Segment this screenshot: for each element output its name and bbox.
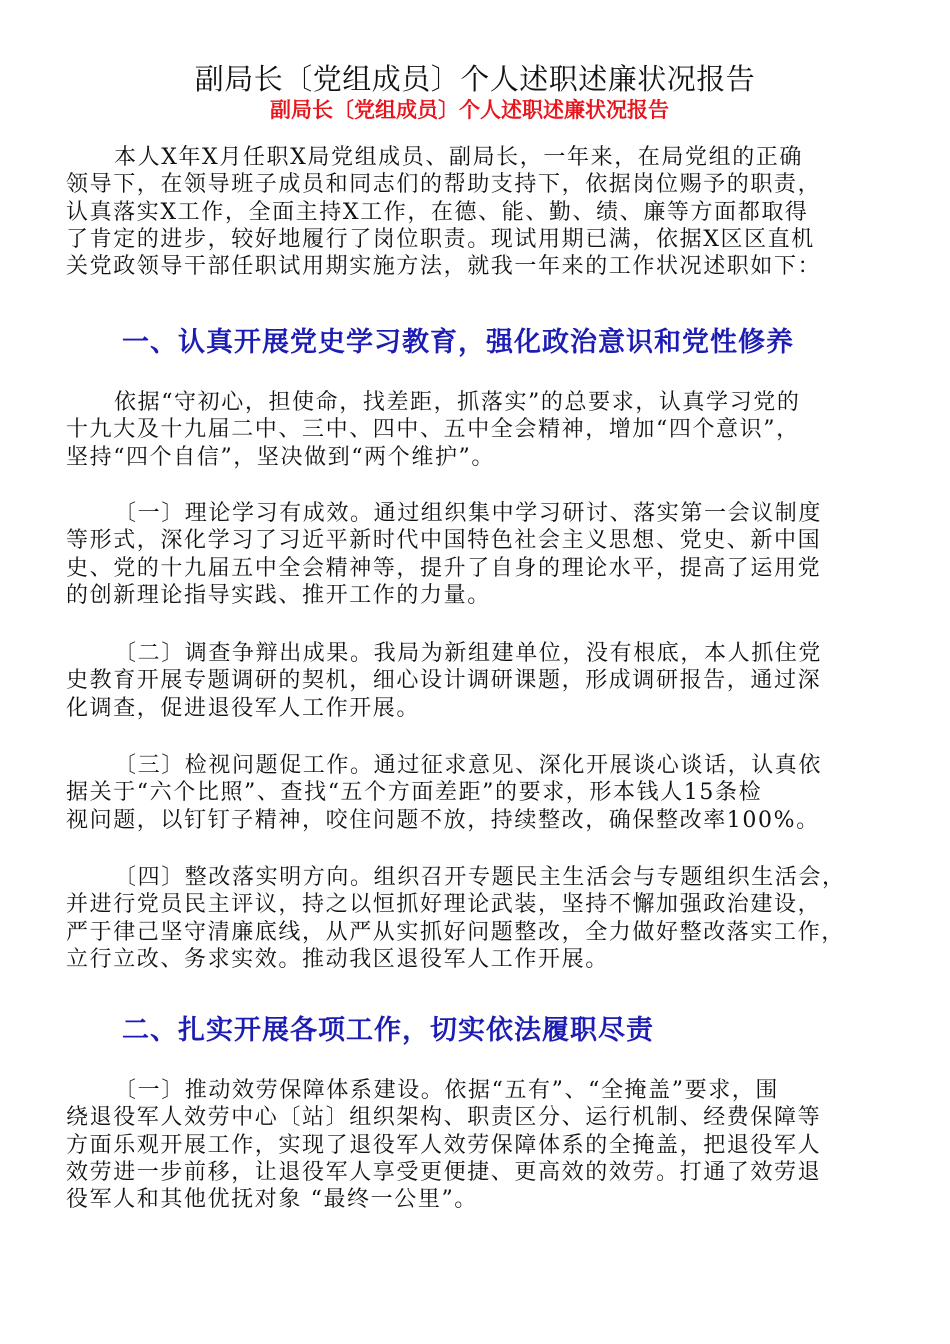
paragraph-line: 〔三〕检视问题促工作。通过征求意见、深化开展谈心谈话，认真依 xyxy=(114,753,823,778)
section-1-paragraph-2 xyxy=(66,500,896,609)
paragraph-line: 本人X年X月任职X局党组成员、副局长，一年来，在局党组的正确 xyxy=(114,145,803,170)
paragraph-line: 了肯定的进步，较好地履行了岗位职责。现试用期已满，依据X区区直机 xyxy=(66,226,815,252)
paragraph-line: 视问题，以钉钉子精神，咬住问题不放，持续整改，确保整改率100%。 xyxy=(66,807,820,833)
paragraph-line: 十九大及十九届二中、三中、四中、五中全会精神，增加“四个意识”， xyxy=(66,417,800,443)
document-title: 副局长〔党组成员〕个人述职述廉状况报告 xyxy=(194,62,756,96)
paragraph-line: 坚持“四个自信”，坚决做到“两个维护”。 xyxy=(66,444,495,470)
section-1-paragraph-1 xyxy=(66,389,896,471)
paragraph-line: 〔一〕推动效劳保障体系建设。依据“五有”、“全掩盖”要求，围 xyxy=(114,1078,779,1103)
section-heading-1: 一、认真开展党史学习教育，强化政治意识和党性修养 xyxy=(122,327,794,358)
paragraph-line: 等形式，深化学习了习近平新时代中国特色社会主义思想、党史、新中国 xyxy=(66,528,822,554)
paragraph-line: 效劳进一步前移，让退役军人享受更便捷、更高效的效劳。打通了效劳退 xyxy=(66,1159,822,1185)
paragraph-line: 的创新理论指导实践、推开工作的力量。 xyxy=(66,582,491,608)
paragraph-line: 立行立改、务求实效。推动我区退役军人工作开展。 xyxy=(66,946,609,972)
paragraph-line: 化调查，促进退役军人工作开展。 xyxy=(66,695,421,721)
paragraph-line: 并进行党员民主评议，持之以恒抓好理论武装，坚持不懈加强政治建设， xyxy=(66,892,822,918)
section-1-paragraph-4 xyxy=(66,752,896,834)
paragraph-line: 史、党的十九届五中全会精神等，提升了自身的理论水平，提高了运用党 xyxy=(66,555,822,581)
paragraph-line: 〔二〕调查争辩出成果。我局为新组建单位，没有根底，本人抓住党 xyxy=(114,641,823,666)
paragraph-line: 〔一〕理论学习有成效。通过组织集中学习研讨、落实第一会议制度 xyxy=(114,501,823,526)
document-subtitle: 副局长〔党组成员〕个人述职述廉状况报告 xyxy=(270,98,669,122)
section-1-paragraph-5 xyxy=(66,864,896,973)
section-heading-2: 二、扎实开展各项工作，切实依法履职尽责 xyxy=(122,1015,654,1046)
section-2-paragraph-1 xyxy=(66,1077,896,1213)
paragraph-line: 方面乐观开展工作，实现了退役军人效劳保障体系的全掩盖，把退役军人 xyxy=(66,1132,822,1158)
paragraph-line: 认真落实X工作，全面主持X工作，在德、能、勤、绩、廉等方面都取得 xyxy=(66,199,809,225)
section-1-paragraph-3 xyxy=(66,640,896,722)
paragraph-line: 据关于“六个比照”、查找“五个方面差距”的要求，形本钱人15条检 xyxy=(66,780,763,806)
paragraph-line: 关党政领导干部任职试用期实施方法，就我一年来的工作状况述职如下： xyxy=(66,254,822,280)
paragraph-line: 领导下，在领导班子成员和同志们的帮助支持下，依据岗位赐予的职责， xyxy=(66,172,822,198)
paragraph-line: 史教育开展专题调研的契机，细心设计调研课题，形成调研报告，通过深 xyxy=(66,668,822,694)
paragraph-line: 严于律己坚守清廉底线，从严从实抓好问题整改，全力做好整改落实工作， xyxy=(66,919,845,945)
paragraph-line: 依据“守初心，担使命，找差距，抓落实”的总要求，认真学习党的 xyxy=(114,390,801,415)
paragraph-line: 役军人和其他优抚对象 “最终一公里”。 xyxy=(66,1187,478,1213)
paragraph-line: 〔四〕整改落实明方向。组织召开专题民主生活会与专题组织生活会， xyxy=(114,865,846,890)
paragraph-line: 绕退役军人效劳中心〔站〕组织架构、职责区分、运行机制、经费保障等 xyxy=(66,1105,822,1131)
intro-paragraph xyxy=(66,144,896,280)
